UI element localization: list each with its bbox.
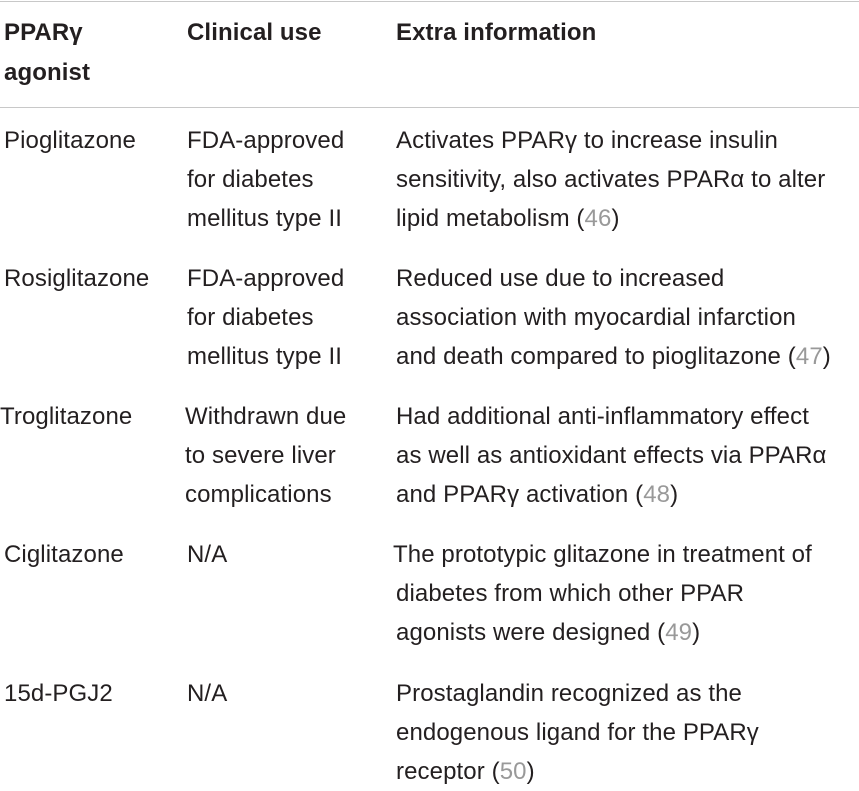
clinical-use-line: mellitus type II (187, 205, 342, 232)
reference-close: ) (822, 343, 831, 370)
agent-cell: Ciglitazone (4, 541, 124, 568)
agent-cell: Rosiglitazone (4, 265, 150, 292)
clinical-use-cell (187, 259, 344, 376)
clinical-use-line: Withdrawn due (185, 403, 347, 430)
extra-information-line: Activates PPARγ to increase insulin (396, 127, 778, 154)
header-agent (4, 13, 90, 93)
reference-link[interactable]: 47 (795, 343, 823, 370)
agent-cell: Troglitazone (0, 403, 133, 430)
extra-information-cell (393, 535, 812, 652)
extra-information-line: Prostaglandin recognized as the (396, 680, 742, 707)
extra-information-line: association with myocardial infarction (396, 304, 796, 331)
extra-information-line (396, 199, 825, 238)
extra-information-text: agonists were designed ( (396, 619, 666, 646)
reference-close: ) (526, 758, 535, 785)
reference-link[interactable]: 46 (584, 205, 612, 232)
extra-information-line: The prototypic glitazone in treatment of (393, 541, 812, 568)
extra-information-text: lipid metabolism ( (396, 205, 585, 232)
extra-information-line: diabetes from which other PPAR (396, 580, 745, 607)
clinical-use-line: for diabetes (187, 166, 314, 193)
reference-link[interactable]: 49 (665, 619, 693, 646)
extra-information-line (396, 475, 827, 514)
header-clinical-use: Clinical use (187, 19, 322, 46)
clinical-use-cell (187, 535, 227, 574)
reference-close: ) (692, 619, 701, 646)
extra-information-line: Had additional anti-inflammatory effect (396, 403, 810, 430)
clinical-use-cell (185, 397, 346, 514)
header-extra-information: Extra information (396, 19, 597, 46)
header-agent-line2: agonist (4, 59, 91, 86)
extra-information-text: and death compared to pioglitazone ( (396, 343, 796, 370)
clinical-use-line: FDA-approved (187, 265, 345, 292)
extra-information-line: endogenous ligand for the PPARγ (396, 719, 759, 746)
extra-information-text: receptor ( (396, 758, 500, 785)
extra-information-cell (396, 397, 827, 514)
reference-link[interactable]: 50 (499, 758, 527, 785)
extra-information-cell (396, 121, 825, 238)
extra-information-line: sensitivity, also activates PPARα to alter (396, 166, 826, 193)
clinical-use-line: to severe liver (185, 442, 336, 469)
extra-information-cell (396, 259, 831, 376)
clinical-use-line: complications (185, 481, 332, 508)
header-rule (0, 107, 859, 108)
reference-close: ) (611, 205, 620, 232)
extra-information-line (396, 752, 759, 791)
extra-information-text: and PPARγ activation ( (396, 481, 644, 508)
clinical-use-line: FDA-approved (187, 127, 345, 154)
extra-information-cell (396, 674, 759, 791)
extra-information-line: as well as antioxidant effects via PPARα (396, 442, 827, 469)
clinical-use-line: N/A (187, 680, 228, 707)
clinical-use-cell (187, 121, 344, 238)
clinical-use-line: mellitus type II (187, 343, 342, 370)
agent-cell: Pioglitazone (4, 127, 136, 154)
clinical-use-line: for diabetes (187, 304, 314, 331)
extra-information-line (396, 337, 831, 376)
top-rule (0, 1, 859, 2)
agent-cell: 15d-PGJ2 (4, 680, 113, 707)
extra-information-line: Reduced use due to increased (396, 265, 725, 292)
clinical-use-line: N/A (187, 541, 228, 568)
clinical-use-cell (187, 674, 227, 713)
reference-link[interactable]: 48 (643, 481, 671, 508)
reference-close: ) (670, 481, 679, 508)
extra-information-line (393, 613, 812, 652)
header-agent-line1: PPARγ (4, 19, 83, 46)
